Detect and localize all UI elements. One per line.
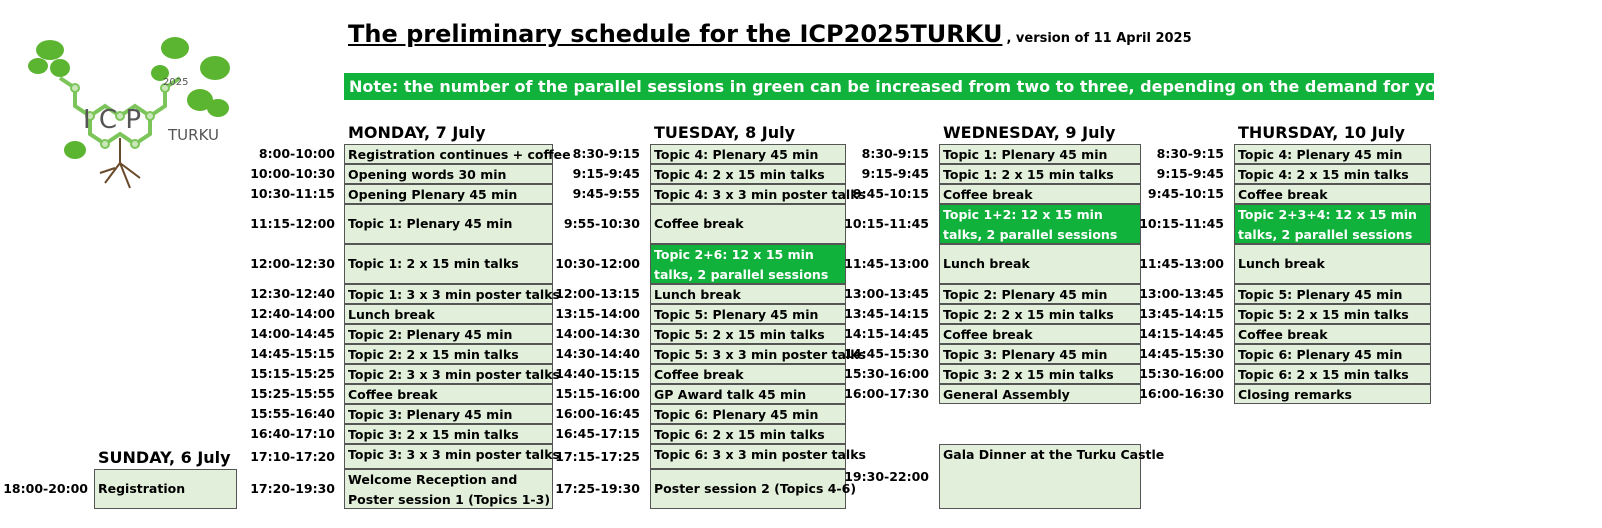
tuesday-session-label: Topic 4: 2 x 15 min talks: [654, 167, 825, 182]
thursday-session-label: Topic 6: 2 x 15 min talks: [1238, 367, 1409, 382]
monday-session-label: Topic 2: 2 x 15 min talks: [348, 347, 519, 362]
tuesday-session-label: Topic 6: 3 x 3 min poster talks: [654, 447, 866, 462]
tuesday-session-3: [650, 184, 866, 204]
thursday-time-3: 9:45-10:15: [1147, 186, 1224, 201]
monday-session-label: Topic 2: 3 x 3 min poster talks: [348, 367, 560, 382]
monday-time-12: 15:55-16:40: [250, 406, 335, 421]
thursday-session-label: Topic 4: 2 x 15 min talks: [1238, 167, 1409, 182]
wednesday-time-12: 19:30-22:00: [844, 468, 929, 484]
wednesday-time-1: 8:30-9:15: [861, 146, 929, 161]
tuesday-session-label: GP Award talk 45 min: [654, 387, 807, 402]
thursday-time-9: 14:45-15:30: [1139, 346, 1224, 361]
wednesday-time-6: 13:00-13:45: [844, 286, 929, 301]
thursday-time-5: 11:45-13:00: [1139, 256, 1224, 271]
monday-time-3: 10:30-11:15: [250, 186, 335, 201]
wednesday-session-11: [939, 384, 1141, 404]
wednesday-time-11: 16:00-17:30: [844, 386, 929, 401]
title-main: The preliminary schedule for the ICP2025TURKU: [348, 20, 1003, 48]
wednesday-time-7: 13:45-14:15: [844, 306, 929, 321]
sunday-header: SUNDAY, 6 July: [98, 448, 231, 467]
monday-time-14: 17:10-17:20: [250, 448, 335, 464]
wednesday-session-label: Lunch break: [943, 256, 1030, 271]
tuesday-session-label: Topic 6: 2 x 15 min talks: [654, 427, 825, 442]
monday-time-11: 15:25-15:55: [250, 386, 335, 401]
tuesday-time-11: 15:15-16:00: [555, 386, 640, 401]
tuesday-session-7: [650, 304, 846, 324]
monday-session-5: [344, 244, 553, 284]
tuesday-session-4: [650, 204, 846, 244]
monday-session-label: Welcome Reception and Poster session 1 (Topics 1-3): [348, 472, 551, 507]
thursday-session-3: [1234, 184, 1431, 204]
thursday-session-label: Lunch break: [1238, 256, 1325, 271]
tuesday-time-12: 16:00-16:45: [555, 406, 640, 421]
tuesday-session-2: [650, 164, 846, 184]
monday-session-8: [344, 324, 553, 344]
thursday-session-7: [1234, 304, 1431, 324]
tuesday-session-6: [650, 284, 846, 304]
monday-session-2: [344, 164, 553, 184]
thursday-session-6: [1234, 284, 1431, 304]
monday-session-1: [344, 144, 571, 164]
monday-time-7: 12:40-14:00: [250, 306, 335, 321]
tuesday-time-13: 16:45-17:15: [555, 426, 640, 441]
monday-session-label: Topic 2: Plenary 45 min: [348, 327, 513, 342]
thursday-header: THURSDAY, 10 July: [1238, 123, 1405, 142]
logo-year: 2025: [163, 77, 189, 88]
thursday-session-4: [1234, 204, 1431, 244]
thursday-session-label: Topic 5: 2 x 15 min talks: [1238, 307, 1409, 322]
wednesday-session-label: Coffee break: [943, 187, 1033, 202]
tuesday-time-6: 12:00-13:15: [555, 286, 640, 301]
tuesday-session-15: [650, 469, 857, 509]
title-version: , version of 11 April 2025: [1006, 31, 1192, 46]
tuesday-session-label: Topic 4: Plenary 45 min: [654, 147, 819, 162]
tuesday-time-14: 17:15-17:25: [555, 448, 640, 464]
monday-session-label: Topic 3: 3 x 3 min poster talks: [348, 447, 560, 462]
monday-session-14: [344, 444, 560, 469]
monday-session-label: Topic 1: 2 x 15 min talks: [348, 256, 519, 271]
tuesday-time-5: 10:30-12:00: [555, 256, 640, 271]
wednesday-session-label: Gala Dinner at the Turku Castle: [943, 447, 1165, 462]
monday-session-label: Opening words 30 min: [348, 167, 507, 182]
wednesday-session-9: [939, 344, 1141, 364]
wednesday-session-1: [939, 144, 1141, 164]
thursday-session-2: [1234, 164, 1431, 184]
thursday-session-label: Closing remarks: [1238, 387, 1352, 402]
monday-session-label: Registration continues + coffee: [348, 147, 571, 162]
wednesday-time-5: 11:45-13:00: [844, 256, 929, 271]
thursday-session-1: [1234, 144, 1431, 164]
monday-session-3: [344, 184, 553, 204]
monday-time-15: 17:20-19:30: [250, 481, 335, 496]
thursday-time-6: 13:00-13:45: [1139, 286, 1224, 301]
icp-turku-logo: [20, 28, 235, 198]
monday-time-6: 12:30-12:40: [250, 286, 335, 301]
tuesday-time-4: 9:55-10:30: [563, 216, 640, 231]
thursday-time-11: 16:00-16:30: [1139, 386, 1224, 401]
monday-time-10: 15:15-15:25: [250, 366, 335, 381]
tuesday-time-15: 17:25-19:30: [555, 481, 640, 496]
thursday-session-label: Topic 6: Plenary 45 min: [1238, 347, 1403, 362]
tuesday-session-label: Lunch break: [654, 287, 741, 302]
wednesday-session-2: [939, 164, 1141, 184]
monday-session-label: Topic 1: Plenary 45 min: [348, 216, 513, 231]
tuesday-session-1: [650, 144, 846, 164]
monday-session-7: [344, 304, 553, 324]
tuesday-time-8: 14:00-14:30: [555, 326, 640, 341]
wednesday-session-label: Topic 3: 2 x 15 min talks: [943, 367, 1114, 382]
tuesday-time-1: 8:30-9:15: [572, 146, 640, 161]
tuesday-time-9: 14:30-14:40: [555, 346, 640, 361]
wednesday-session-8: [939, 324, 1141, 344]
monday-session-label: Topic 3: Plenary 45 min: [348, 407, 513, 422]
note-banner: Note: the number of the parallel sessions in green can be increased from two to three, depending on the demand for young scientist talks: [344, 73, 1434, 100]
monday-session-9: [344, 344, 553, 364]
wednesday-session-6: [939, 284, 1141, 304]
monday-time-4: 11:15-12:00: [250, 216, 335, 231]
wednesday-session-7: [939, 304, 1141, 324]
tuesday-session-11: [650, 384, 846, 404]
wednesday-session-label: Topic 1: Plenary 45 min: [943, 147, 1108, 162]
wednesday-session-label: Topic 1: 2 x 15 min talks: [943, 167, 1114, 182]
wednesday-time-4: 10:15-11:45: [844, 216, 929, 231]
tuesday-session-label: Topic 5: 3 x 3 min poster talks: [654, 347, 866, 362]
thursday-time-2: 9:15-9:45: [1156, 166, 1224, 181]
monday-session-15: [344, 469, 553, 509]
monday-time-1: 8:00-10:00: [258, 146, 335, 161]
thursday-session-label: Coffee break: [1238, 187, 1328, 202]
monday-session-label: Coffee break: [348, 387, 438, 402]
tuesday-session-label: Topic 4: 3 x 3 min poster talks: [654, 187, 866, 202]
page-title: [348, 20, 1192, 48]
wednesday-session-4: [939, 204, 1141, 244]
monday-session-label: Lunch break: [348, 307, 435, 322]
wednesday-time-3: 9:45-10:15: [852, 186, 929, 201]
tuesday-session-10: [650, 364, 846, 384]
tuesday-header: TUESDAY, 8 July: [654, 123, 796, 142]
thursday-time-4: 10:15-11:45: [1139, 216, 1224, 231]
thursday-time-1: 8:30-9:15: [1156, 146, 1224, 161]
tuesday-session-label: Topic 5: 2 x 15 min talks: [654, 327, 825, 342]
monday-session-label: Topic 3: 2 x 15 min talks: [348, 427, 519, 442]
thursday-session-label: Topic 5: Plenary 45 min: [1238, 287, 1403, 302]
wednesday-time-10: 15:30-16:00: [844, 366, 929, 381]
wednesday-session-label: Coffee break: [943, 327, 1033, 342]
monday-session-10: [344, 364, 560, 384]
wednesday-session-10: [939, 364, 1141, 384]
monday-time-9: 14:45-15:15: [250, 346, 335, 361]
wednesday-session-label: Topic 1+2: 12 x 15 min talks, 2 parallel sessions: [943, 207, 1118, 242]
tuesday-session-13: [650, 424, 846, 444]
tuesday-session-12: [650, 404, 846, 424]
tuesday-session-label: Topic 5: Plenary 45 min: [654, 307, 819, 322]
tuesday-time-2: 9:15-9:45: [572, 166, 640, 181]
wednesday-time-8: 14:15-14:45: [844, 326, 929, 341]
monday-time-2: 10:00-10:30: [250, 166, 335, 181]
wednesday-header: WEDNESDAY, 9 July: [943, 123, 1116, 142]
thursday-session-label: Topic 2+3+4: 12 x 15 min talks, 2 parallel sessions: [1238, 207, 1417, 242]
thursday-session-9: [1234, 344, 1431, 364]
monday-session-13: [344, 424, 553, 444]
wednesday-session-5: [939, 244, 1141, 284]
sunday-time-1: 18:00-20:00: [3, 481, 88, 496]
thursday-session-label: Coffee break: [1238, 327, 1328, 342]
thursday-time-7: 13:45-14:15: [1139, 306, 1224, 321]
wednesday-session-label: Topic 2: 2 x 15 min talks: [943, 307, 1114, 322]
sunday-session-label: Registration: [98, 481, 186, 496]
wednesday-session-label: Topic 2: Plenary 45 min: [943, 287, 1108, 302]
monday-session-label: Opening Plenary 45 min: [348, 187, 518, 202]
monday-session-label: Topic 1: 3 x 3 min poster talks: [348, 287, 560, 302]
monday-time-5: 12:00-12:30: [250, 256, 335, 271]
monday-session-4: [344, 204, 553, 244]
tuesday-session-14: [650, 444, 866, 469]
thursday-session-5: [1234, 244, 1431, 284]
tuesday-session-label: Poster session 2 (Topics 4-6): [654, 481, 857, 496]
thursday-session-8: [1234, 324, 1431, 344]
monday-session-6: [344, 284, 560, 304]
thursday-session-11: [1234, 384, 1431, 404]
thursday-session-10: [1234, 364, 1431, 384]
wednesday-session-12: [939, 444, 1165, 509]
tuesday-session-5: [650, 244, 846, 284]
monday-session-12: [344, 404, 553, 424]
tuesday-session-label: Coffee break: [654, 367, 744, 382]
sunday-session-1: [94, 469, 237, 509]
logo-letters: I C P: [83, 105, 142, 135]
wednesday-session-label: Topic 3: Plenary 45 min: [943, 347, 1108, 362]
monday-time-8: 14:00-14:45: [250, 326, 335, 341]
tuesday-time-3: 9:45-9:55: [572, 186, 640, 201]
tuesday-session-8: [650, 324, 846, 344]
tuesday-session-label: Topic 6: Plenary 45 min: [654, 407, 819, 422]
wednesday-session-3: [939, 184, 1141, 204]
wednesday-session-label: General Assembly: [943, 387, 1070, 402]
monday-header: MONDAY, 7 July: [348, 123, 486, 142]
thursday-session-label: Topic 4: Plenary 45 min: [1238, 147, 1403, 162]
wednesday-time-2: 9:15-9:45: [861, 166, 929, 181]
thursday-time-8: 14:15-14:45: [1139, 326, 1224, 341]
logo-city: TURKU: [168, 126, 219, 144]
tuesday-session-label: Coffee break: [654, 216, 744, 231]
thursday-time-10: 15:30-16:00: [1139, 366, 1224, 381]
tuesday-time-10: 14:40-15:15: [555, 366, 640, 381]
wednesday-time-9: 14:45-15:30: [844, 346, 929, 361]
monday-session-11: [344, 384, 553, 404]
tuesday-time-7: 13:15-14:00: [555, 306, 640, 321]
tuesday-session-label: Topic 2+6: 12 x 15 min talks, 2 parallel sessions: [654, 247, 829, 282]
monday-time-13: 16:40-17:10: [250, 426, 335, 441]
tuesday-session-9: [650, 344, 866, 364]
